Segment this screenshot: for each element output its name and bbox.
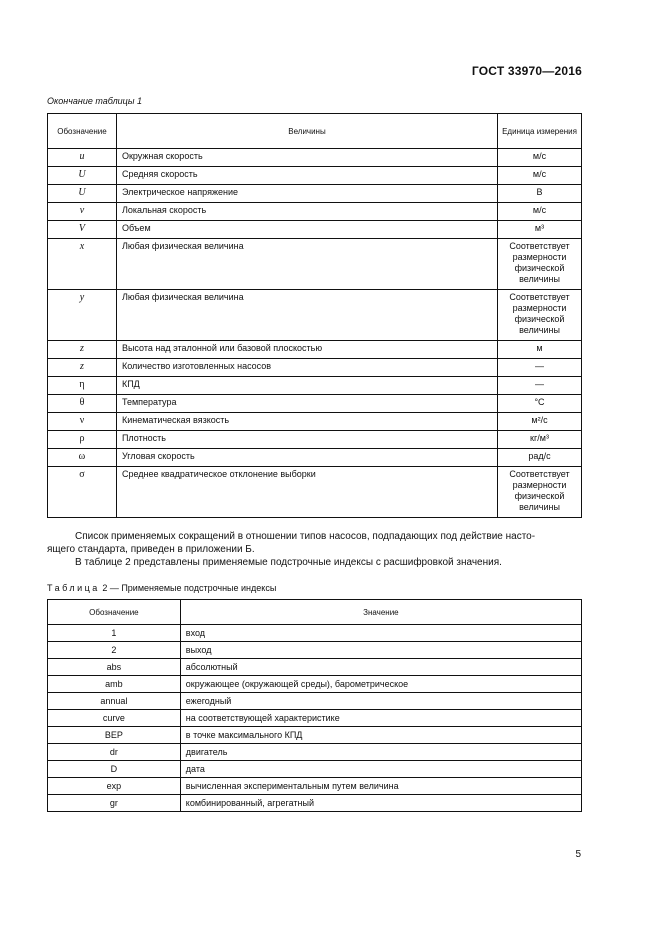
cell-symbol: θ	[48, 395, 117, 413]
cell-meaning: на соответствующей характеристике	[180, 710, 581, 727]
table2-caption-text: 2 — Применяемые подстрочные индексы	[102, 583, 277, 593]
table-row	[48, 727, 582, 744]
table-row	[48, 221, 582, 239]
cell-quantity: Средняя скорость	[116, 167, 497, 185]
cell-unit: кг/м³	[498, 431, 582, 449]
cell-symbol: v	[48, 203, 117, 221]
table-row	[48, 659, 582, 676]
cell-meaning: комбинированный, агрегатный	[180, 795, 581, 812]
cell-symbol: curve	[48, 710, 181, 727]
cell-quantity: Высота над эталонной или базовой плоскостью	[116, 341, 497, 359]
symbols-table	[47, 113, 582, 518]
cell-symbol: ν	[48, 413, 117, 431]
table-row	[48, 710, 582, 727]
cell-symbol: ρ	[48, 431, 117, 449]
cell-unit: В	[498, 185, 582, 203]
cell-unit: рад/с	[498, 449, 582, 467]
table-row	[48, 778, 582, 795]
cell-unit: м	[498, 341, 582, 359]
paragraph-line: В таблице 2 представлены применяемые подстрочные индексы с расшифровкой значения.	[75, 557, 502, 568]
cell-symbol: x	[48, 239, 117, 290]
cell-symbol: y	[48, 290, 117, 341]
cell-symbol: amb	[48, 676, 181, 693]
cell-unit: м/с	[498, 167, 582, 185]
cell-symbol: D	[48, 761, 181, 778]
cell-symbol: abs	[48, 659, 181, 676]
cell-quantity: Любая физическая величина	[116, 290, 497, 341]
cell-unit: Соответствует размерности физической величины	[498, 239, 582, 290]
header-quantity: Величины	[116, 114, 497, 149]
cell-unit: —	[498, 377, 582, 395]
subscripts-table-body	[48, 625, 582, 812]
table1-caption: Окончание таблицы 1	[47, 96, 142, 106]
table-row	[48, 185, 582, 203]
table-row	[48, 744, 582, 761]
paragraph-table2-intro	[47, 556, 582, 569]
cell-symbol: U	[48, 167, 117, 185]
cell-meaning: окружающее (окружающей среды), барометрическое	[180, 676, 581, 693]
table-row	[48, 693, 582, 710]
cell-meaning: двигатель	[180, 744, 581, 761]
table-row	[48, 203, 582, 221]
cell-quantity: Любая физическая величина	[116, 239, 497, 290]
table-row	[48, 449, 582, 467]
table-row	[48, 359, 582, 377]
table-row	[48, 377, 582, 395]
table-row	[48, 625, 582, 642]
standard-code: ГОСТ 33970—2016	[471, 64, 582, 78]
cell-symbol: exp	[48, 778, 181, 795]
cell-quantity: Угловая скорость	[116, 449, 497, 467]
cell-symbol: U	[48, 185, 117, 203]
cell-unit: °C	[498, 395, 582, 413]
table-row	[48, 395, 582, 413]
table-row	[48, 167, 582, 185]
paragraph-line: Список применяемых сокращений в отношении типов насосов, подпадающих под действие насто-	[75, 531, 536, 542]
cell-meaning: выход	[180, 642, 581, 659]
symbols-table-body	[48, 149, 582, 518]
table-row	[48, 795, 582, 812]
table-row	[48, 761, 582, 778]
cell-symbol: gr	[48, 795, 181, 812]
page-number: 5	[575, 849, 581, 860]
table-row	[48, 676, 582, 693]
cell-meaning: вход	[180, 625, 581, 642]
table2-caption	[47, 583, 276, 593]
table-row	[48, 239, 582, 290]
cell-quantity: Окружная скорость	[116, 149, 497, 167]
table-row	[48, 290, 582, 341]
cell-unit: м³	[498, 221, 582, 239]
table2-caption-label: Таблица	[47, 583, 100, 593]
cell-symbol: z	[48, 359, 117, 377]
header-unit: Единица измерения	[498, 114, 582, 149]
cell-quantity: Локальная скорость	[116, 203, 497, 221]
cell-meaning: ежегодный	[180, 693, 581, 710]
cell-symbol: BEP	[48, 727, 181, 744]
cell-symbol: σ	[48, 467, 117, 518]
cell-meaning: дата	[180, 761, 581, 778]
cell-symbol: dr	[48, 744, 181, 761]
cell-quantity: Кинематическая вязкость	[116, 413, 497, 431]
cell-unit: —	[498, 359, 582, 377]
header-symbol: Обозначение	[48, 600, 181, 625]
table-header-row	[48, 114, 582, 149]
cell-meaning: в точке максимального КПД	[180, 727, 581, 744]
table-row	[48, 149, 582, 167]
cell-quantity: КПД	[116, 377, 497, 395]
header-meaning: Значение	[180, 600, 581, 625]
cell-quantity: Температура	[116, 395, 497, 413]
cell-symbol: annual	[48, 693, 181, 710]
cell-unit: Соответствует размерности физической величины	[498, 290, 582, 341]
cell-symbol: ω	[48, 449, 117, 467]
table-row	[48, 341, 582, 359]
cell-quantity: Объем	[116, 221, 497, 239]
table-row	[48, 413, 582, 431]
cell-quantity: Количество изготовленных насосов	[116, 359, 497, 377]
cell-quantity: Среднее квадратическое отклонение выборки	[116, 467, 497, 518]
cell-unit: м²/с	[498, 413, 582, 431]
cell-unit: м/с	[498, 203, 582, 221]
cell-meaning: абсолютный	[180, 659, 581, 676]
cell-symbol: 2	[48, 642, 181, 659]
cell-unit: Соответствует размерности физической величины	[498, 467, 582, 518]
cell-symbol: u	[48, 149, 117, 167]
cell-meaning: вычисленная экспериментальным путем величина	[180, 778, 581, 795]
cell-symbol: η	[48, 377, 117, 395]
cell-quantity: Электрическое напряжение	[116, 185, 497, 203]
table-row	[48, 431, 582, 449]
paragraph-abbreviations	[47, 530, 582, 556]
cell-quantity: Плотность	[116, 431, 497, 449]
cell-symbol: V	[48, 221, 117, 239]
table-row	[48, 642, 582, 659]
table-row	[48, 467, 582, 518]
cell-symbol: z	[48, 341, 117, 359]
cell-unit: м/с	[498, 149, 582, 167]
table-header-row	[48, 600, 582, 625]
cell-symbol: 1	[48, 625, 181, 642]
paragraph-line: ящего стандарта, приведен в приложении Б.	[47, 544, 255, 555]
header-symbol: Обозначение	[48, 114, 117, 149]
subscripts-table	[47, 599, 582, 812]
